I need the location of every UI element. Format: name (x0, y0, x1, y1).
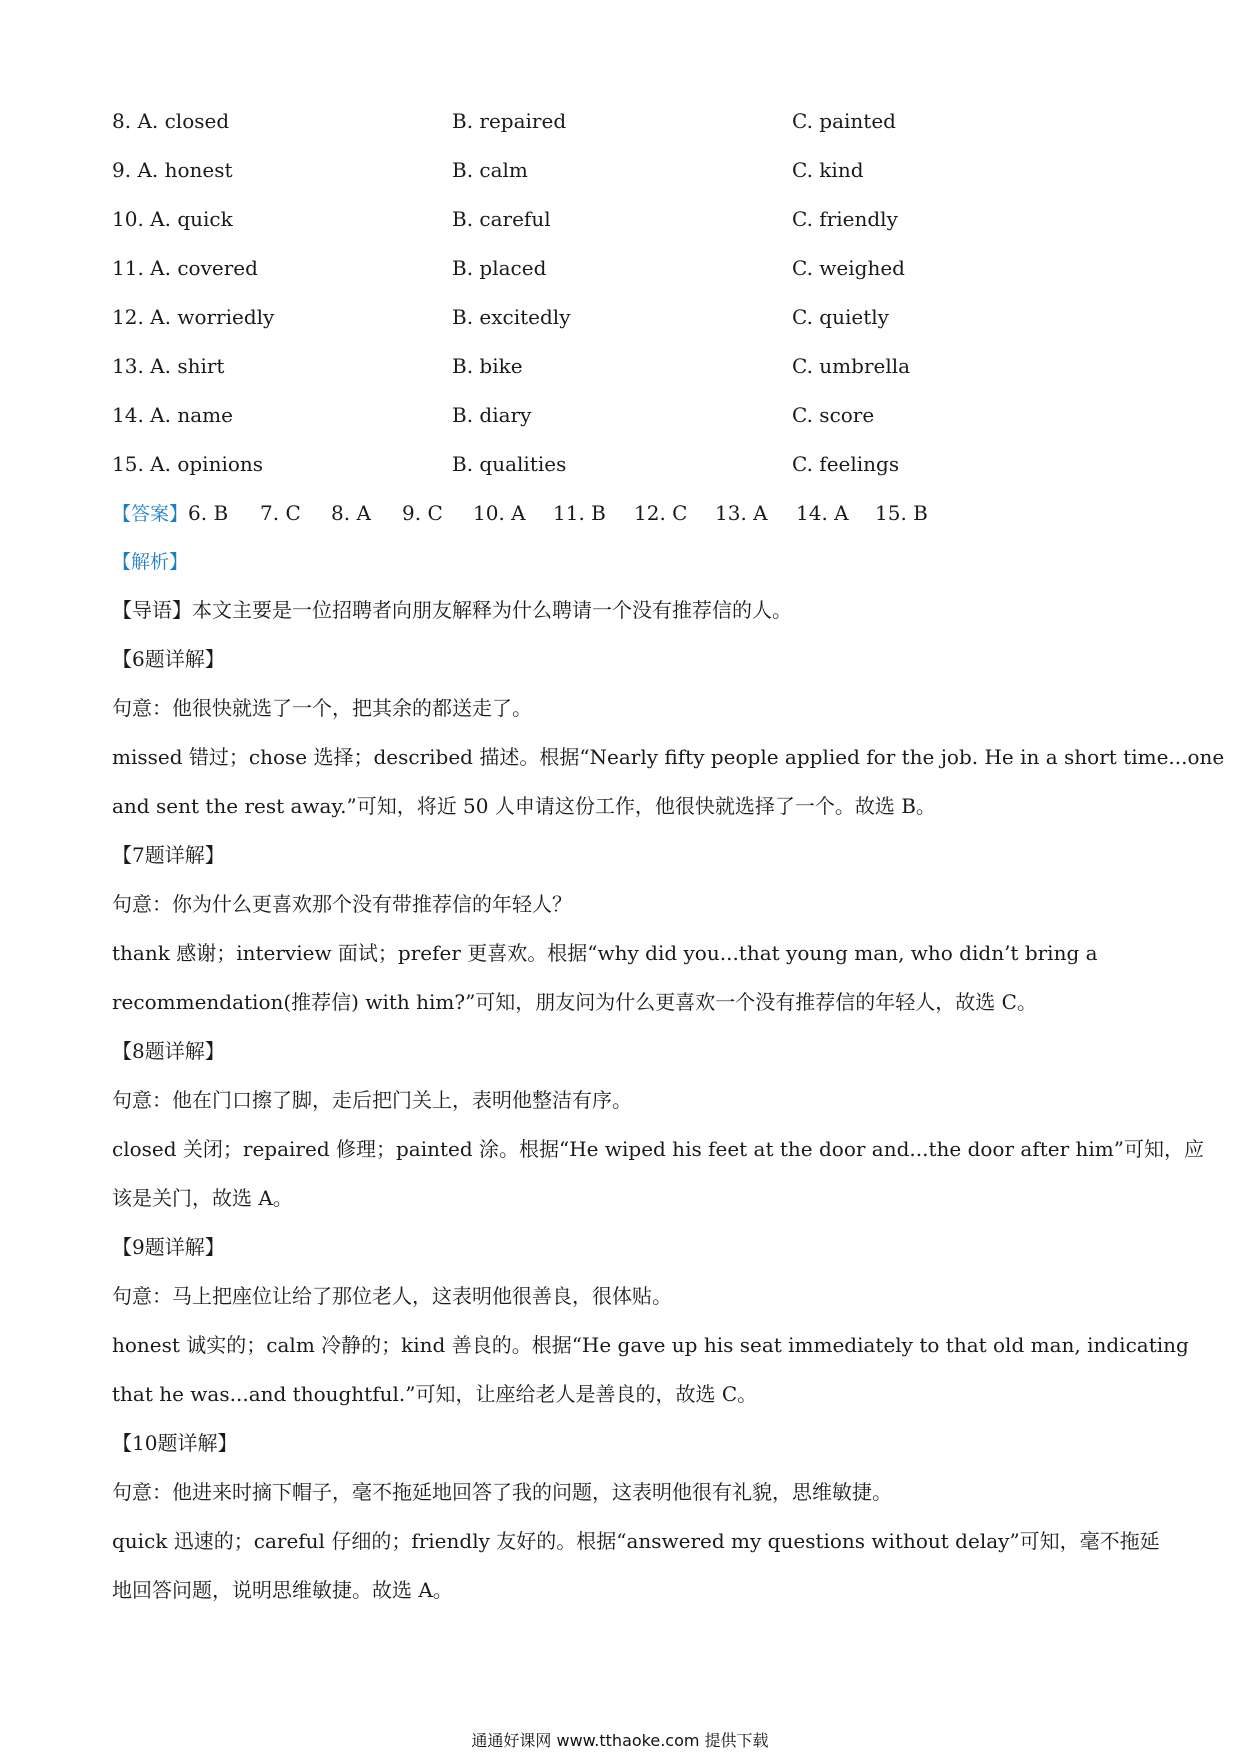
option-a: 11. A. covered (112, 255, 258, 280)
analysis-line: 句意：马上把座位让给了那位老人，这表明他很善良，很体贴。 (112, 1284, 672, 1308)
answer-item: 7. C (260, 500, 301, 525)
option-row (112, 194, 1132, 243)
analysis-line: 该是关门，故选 A。 (112, 1186, 293, 1210)
analysis-line: quick 迅速的；careful 仔细的；friendly 友好的。根据“answered my questions without delay”可知，毫不拖延 (112, 1529, 1160, 1553)
analysis-line: thank 感谢；interview 面试；prefer 更喜欢。根据“why did you...that young man, who didn’t bring a (112, 941, 1098, 965)
answer-tag: 【答案】 (112, 503, 189, 525)
options-block (112, 96, 1132, 488)
analysis-heading (112, 537, 1132, 586)
answer-item: 9. C (402, 500, 443, 525)
option-a: 15. A. opinions (112, 451, 264, 476)
option-b: B. bike (452, 353, 523, 378)
answer-item: 14. A (796, 500, 849, 525)
analysis-line: 【10题详解】 (112, 1431, 238, 1455)
option-row (112, 341, 1132, 390)
analysis-body (112, 586, 1225, 1615)
analysis-line: 【导语】本文主要是一位招聘者向朋友解释为什么聘请一个没有推荐信的人。 (112, 598, 792, 622)
analysis-line: 句意：他进来时摘下帽子，毫不拖延地回答了我的问题，这表明他很有礼貌，思维敏捷。 (112, 1480, 892, 1504)
option-c: C. score (792, 402, 875, 427)
option-a: 8. A. closed (112, 108, 230, 133)
option-row (112, 439, 1132, 488)
analysis-line: 句意：他很快就选了一个，把其余的都送走了。 (112, 696, 532, 720)
analysis-line: 【9题详解】 (112, 1235, 225, 1259)
option-row (112, 390, 1132, 439)
answer-item: 13. A (715, 500, 768, 525)
option-a: 14. A. name (112, 402, 233, 427)
option-c: C. painted (792, 108, 896, 133)
analysis-tag: 【解析】 (112, 551, 189, 573)
option-row (112, 292, 1132, 341)
footer-text: 通通好课网 www.tthaoke.com 提供下载 (471, 1731, 769, 1750)
analysis-line: 句意：你为什么更喜欢那个没有带推荐信的年轻人？ (112, 892, 572, 916)
option-b: B. diary (452, 402, 532, 427)
option-b: B. careful (452, 206, 551, 231)
analysis-line: that he was...and thoughtful.”可知，让座给老人是善良的，故选 C。 (112, 1382, 758, 1406)
option-a: 10. A. quick (112, 206, 233, 231)
option-row (112, 96, 1132, 145)
option-c: C. friendly (792, 206, 898, 231)
option-c: C. kind (792, 157, 864, 182)
analysis-line: recommendation(推荐信) with him?”可知，朋友问为什么更喜欢一个没有推荐信的年轻人，故选 C。 (112, 990, 1037, 1014)
option-c: C. weighed (792, 255, 905, 280)
answer-item: 6. B (188, 500, 229, 525)
analysis-line: 句意：他在门口擦了脚，走后把门关上，表明他整洁有序。 (112, 1088, 632, 1112)
option-c: C. feelings (792, 451, 900, 476)
analysis-line: 【7题详解】 (112, 843, 225, 867)
analysis-line: honest 诚实的；calm 冷静的；kind 善良的。根据“He gave up his seat immediately to that old man, indicating (112, 1333, 1189, 1357)
analysis-line: 【8题详解】 (112, 1039, 225, 1063)
option-b: B. qualities (452, 451, 567, 476)
analysis-line: closed 关闭；repaired 修理；painted 涂。根据“He wiped his feet at the door and...the door after him”可知，应 (112, 1137, 1204, 1161)
option-b: B. calm (452, 157, 528, 182)
analysis-line: 【6题详解】 (112, 647, 225, 671)
option-b: B. excitedly (452, 304, 571, 329)
document-page (112, 96, 1225, 1615)
analysis-line: and sent the rest away.”可知，将近 50 人申请这份工作，他很快就选择了一个。故选 B。 (112, 794, 936, 818)
option-c: C. quietly (792, 304, 889, 329)
answer-row (112, 488, 1132, 537)
option-a: 12. A. worriedly (112, 304, 275, 329)
option-b: B. repaired (452, 108, 567, 133)
answer-item: 15. B (875, 500, 928, 525)
option-a: 13. A. shirt (112, 353, 225, 378)
answer-item: 8. A (331, 500, 371, 525)
analysis-line: missed 错过；chose 选择；described 描述。根据“Nearly fifty people applied for the job. He in a short time...one (112, 745, 1225, 769)
option-c: C. umbrella (792, 353, 911, 378)
answer-item: 11. B (553, 500, 606, 525)
answer-list (188, 501, 928, 525)
answer-item: 12. C (634, 500, 688, 525)
option-row (112, 145, 1132, 194)
option-a: 9. A. honest (112, 157, 233, 182)
option-b: B. placed (452, 255, 547, 280)
answer-item: 10. A (473, 500, 526, 525)
analysis-line: 地回答问题，说明思维敏捷。故选 A。 (112, 1578, 453, 1602)
option-row (112, 243, 1132, 292)
